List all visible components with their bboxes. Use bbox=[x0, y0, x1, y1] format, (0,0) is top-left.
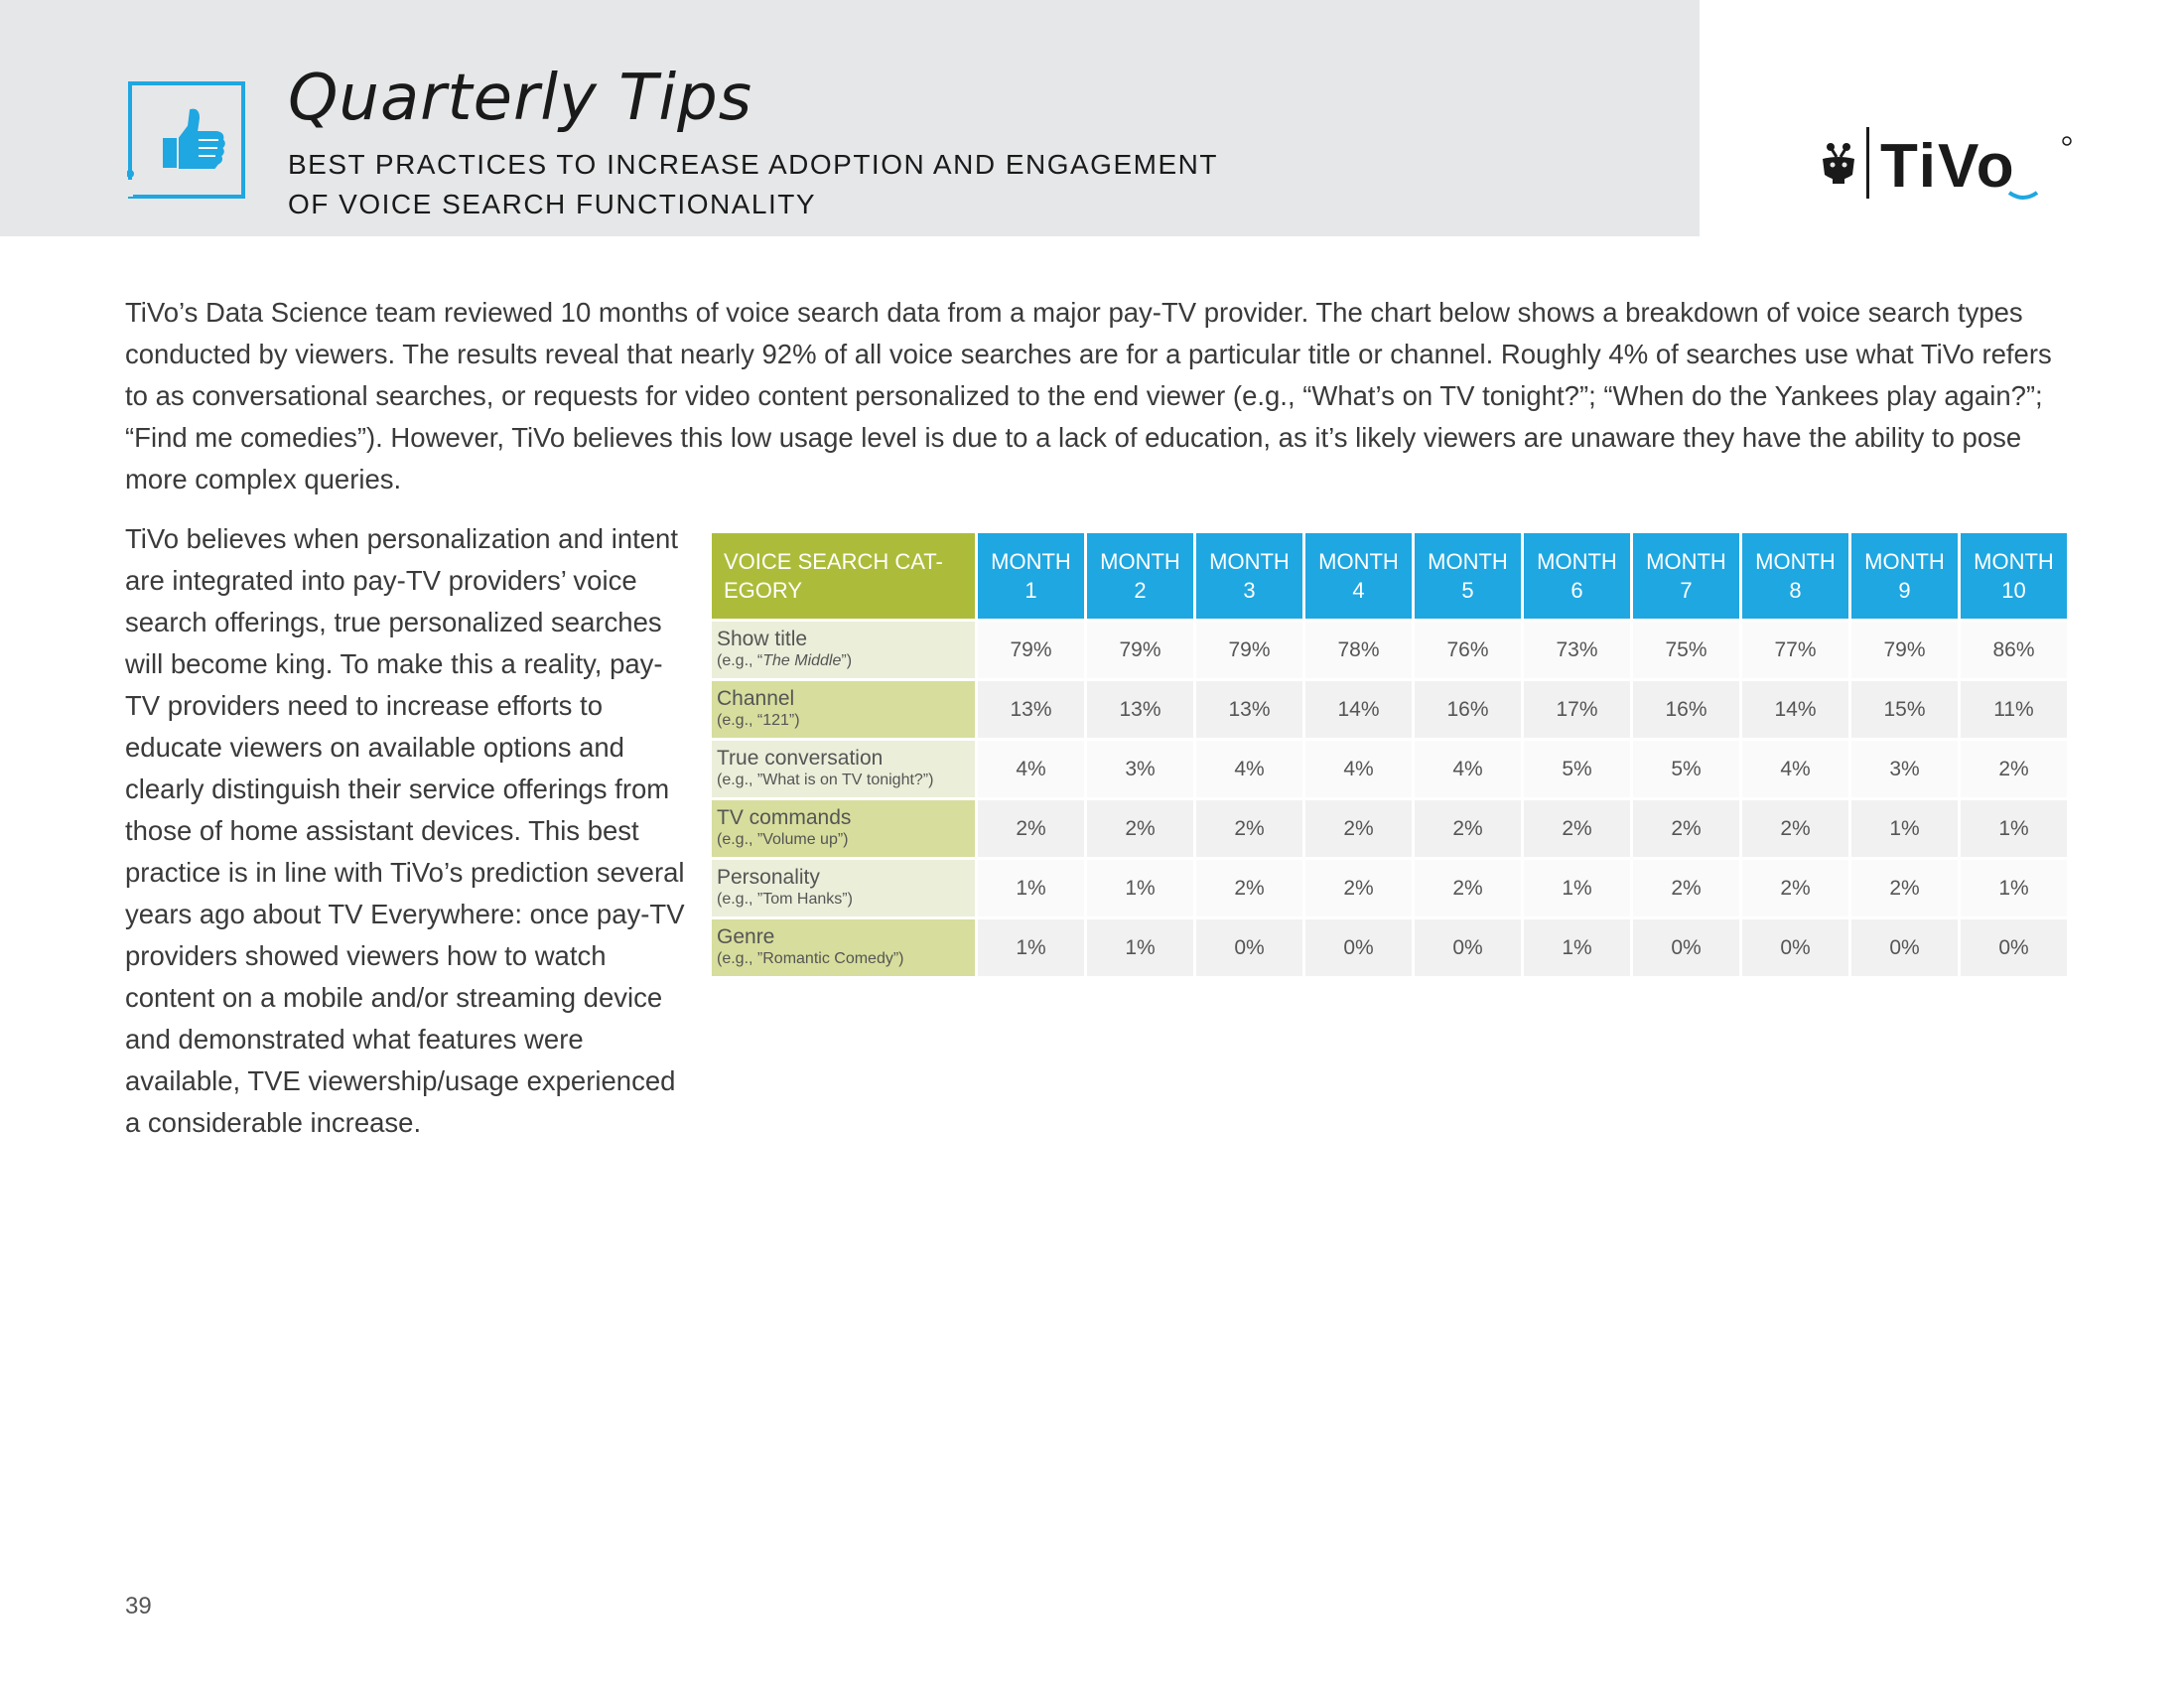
table-cell: 2% bbox=[1415, 800, 1521, 857]
month-column-header: MONTH 1 bbox=[978, 533, 1084, 619]
month-column-header: MONTH 7 bbox=[1633, 533, 1739, 619]
category-cell bbox=[712, 622, 975, 678]
table-cell: 5% bbox=[1633, 741, 1739, 797]
table-row bbox=[712, 860, 2067, 916]
category-example: (e.g., “121”) bbox=[717, 711, 800, 729]
category-name: TV commands bbox=[717, 805, 852, 829]
tivo-logo bbox=[1815, 127, 2075, 205]
month-column-header: MONTH 8 bbox=[1742, 533, 1848, 619]
month-column-header: MONTH 2 bbox=[1087, 533, 1193, 619]
table-cell: 2% bbox=[1087, 800, 1193, 857]
intro-paragraph: TiVo’s Data Science team reviewed 10 months of voice search data from a major pay-TV provider. The chart below shows a breakdown of voice search types conducted by viewers. The results reveal that nearly 92% of all voice searches are for a particular title or channel. Roughly 4% of searches use what TiVo refers to as conversational searches, or requests for video content personalized to the end viewer (e.g., “What’s on TV tonight?”; “When do the Yankees play again?”; “Find me comedies”). However, TiVo believes this low usage level is due to a lack of education, as it’s likely viewers are unaware they have the ability to pose more complex queries. bbox=[125, 297, 2052, 494]
side-paragraph: TiVo believes when personalization and intent are integrated into pay-TV providers’ voice search offerings, true personalized searches will become king. To make this a reality, pay-TV providers need to increase efforts to educate viewers on available options and clearly distinguish their service offerings from those of home assistant devices. This best practice is in line with TiVo’s prediction several years ago about TV Everywhere: once pay-TV providers showed viewers how to watch content on a mobile and/or streaming device and demonstrated what features were available, TVE viewership/usage experienced a considerable increase. bbox=[125, 523, 685, 1138]
table-cell: 2% bbox=[1415, 860, 1521, 916]
table-cell: 75% bbox=[1633, 622, 1739, 678]
category-cell bbox=[712, 860, 975, 916]
month-column-header: MONTH 5 bbox=[1415, 533, 1521, 619]
table-cell: 77% bbox=[1742, 622, 1848, 678]
table-row bbox=[712, 741, 2067, 797]
table-cell: 79% bbox=[1851, 622, 1958, 678]
table-cell: 14% bbox=[1305, 681, 1412, 738]
table-cell: 76% bbox=[1415, 622, 1521, 678]
category-cell bbox=[712, 919, 975, 976]
table-cell: 2% bbox=[1196, 860, 1302, 916]
table-cell: 4% bbox=[978, 741, 1084, 797]
table-header-row bbox=[712, 533, 2067, 619]
table-cell: 16% bbox=[1633, 681, 1739, 738]
month-column-header: MONTH 6 bbox=[1524, 533, 1630, 619]
table-cell: 1% bbox=[1087, 860, 1193, 916]
table-cell: 1% bbox=[1961, 860, 2067, 916]
month-column-header: MONTH 4 bbox=[1305, 533, 1412, 619]
table-cell: 78% bbox=[1305, 622, 1412, 678]
subtitle-line-2: OF VOICE SEARCH FUNCTIONALITY bbox=[288, 189, 816, 219]
header-band bbox=[0, 0, 1700, 236]
table-cell: 1% bbox=[1524, 860, 1630, 916]
category-name: Personality bbox=[717, 865, 820, 889]
month-column-header: MONTH 9 bbox=[1851, 533, 1958, 619]
table-cell: 2% bbox=[1633, 860, 1739, 916]
table-cell: 14% bbox=[1742, 681, 1848, 738]
table-cell: 1% bbox=[978, 860, 1084, 916]
table-cell: 0% bbox=[1415, 919, 1521, 976]
table-cell: 2% bbox=[1633, 800, 1739, 857]
table-cell: 13% bbox=[1196, 681, 1302, 738]
category-cell bbox=[712, 800, 975, 857]
category-name: Genre bbox=[717, 924, 775, 948]
logo-wordmark: TiVo bbox=[1880, 132, 2016, 201]
table-cell: 4% bbox=[1305, 741, 1412, 797]
category-cell bbox=[712, 681, 975, 738]
table-cell: 79% bbox=[1087, 622, 1193, 678]
table-row bbox=[712, 681, 2067, 738]
category-example: (e.g., ”Tom Hanks”) bbox=[717, 890, 853, 908]
table-cell: 3% bbox=[1087, 741, 1193, 797]
table-cell: 3% bbox=[1851, 741, 1958, 797]
table-row bbox=[712, 622, 2067, 678]
category-name: Channel bbox=[717, 686, 795, 710]
table-cell: 0% bbox=[1851, 919, 1958, 976]
table-cell: 15% bbox=[1851, 681, 1958, 738]
table-cell: 1% bbox=[978, 919, 1084, 976]
table-cell: 86% bbox=[1961, 622, 2067, 678]
table-cell: 0% bbox=[1961, 919, 2067, 976]
table-cell: 2% bbox=[1742, 860, 1848, 916]
table-body bbox=[712, 622, 2067, 976]
category-example: (e.g., ”What is on TV tonight?”) bbox=[717, 771, 934, 788]
table-cell: 2% bbox=[1305, 800, 1412, 857]
subtitle-line-1: BEST PRACTICES TO INCREASE ADOPTION AND ENGAGEMENT bbox=[288, 149, 1218, 180]
table-cell: 17% bbox=[1524, 681, 1630, 738]
category-example: (e.g., ”Romantic Comedy”) bbox=[717, 949, 904, 967]
category-example: (e.g., “The Middle”) bbox=[717, 651, 853, 669]
table-cell: 13% bbox=[978, 681, 1084, 738]
table-cell: 13% bbox=[1087, 681, 1193, 738]
table-cell: 79% bbox=[1196, 622, 1302, 678]
table-cell: 0% bbox=[1305, 919, 1412, 976]
table-cell: 2% bbox=[1305, 860, 1412, 916]
page-title: Quarterly Tips bbox=[288, 62, 753, 135]
table-row bbox=[712, 800, 2067, 857]
table-cell: 79% bbox=[978, 622, 1084, 678]
voice-search-table bbox=[709, 530, 2070, 979]
table-cell: 1% bbox=[1961, 800, 2067, 857]
category-name: Show title bbox=[717, 627, 808, 650]
table-cell: 2% bbox=[1742, 800, 1848, 857]
table-cell: 2% bbox=[1196, 800, 1302, 857]
category-name: True conversation bbox=[717, 746, 884, 770]
table-cell: 2% bbox=[1851, 860, 1958, 916]
month-column-header: MONTH 3 bbox=[1196, 533, 1302, 619]
table-cell: 1% bbox=[1851, 800, 1958, 857]
table-cell: 4% bbox=[1196, 741, 1302, 797]
table-row bbox=[712, 919, 2067, 976]
page-number: 39 bbox=[125, 1593, 152, 1619]
table-cell: 73% bbox=[1524, 622, 1630, 678]
table-cell: 2% bbox=[978, 800, 1084, 857]
table-cell: 0% bbox=[1742, 919, 1848, 976]
table-cell: 5% bbox=[1524, 741, 1630, 797]
table-cell: 1% bbox=[1087, 919, 1193, 976]
table-cell: 4% bbox=[1742, 741, 1848, 797]
category-example: (e.g., ”Volume up”) bbox=[717, 830, 849, 848]
table-cell: 1% bbox=[1524, 919, 1630, 976]
category-column-header: VOICE SEARCH CAT- EGORY bbox=[712, 533, 975, 619]
table-cell: 0% bbox=[1196, 919, 1302, 976]
table-cell: 0% bbox=[1633, 919, 1739, 976]
table-cell: 2% bbox=[1524, 800, 1630, 857]
page-subtitle bbox=[288, 145, 1380, 224]
table-cell: 16% bbox=[1415, 681, 1521, 738]
table-cell: 4% bbox=[1415, 741, 1521, 797]
category-cell bbox=[712, 741, 975, 797]
table-cell: 11% bbox=[1961, 681, 2067, 738]
table-cell: 2% bbox=[1961, 741, 2067, 797]
month-column-header: MONTH 10 bbox=[1961, 533, 2067, 619]
thumbs-up-icon bbox=[127, 80, 246, 200]
